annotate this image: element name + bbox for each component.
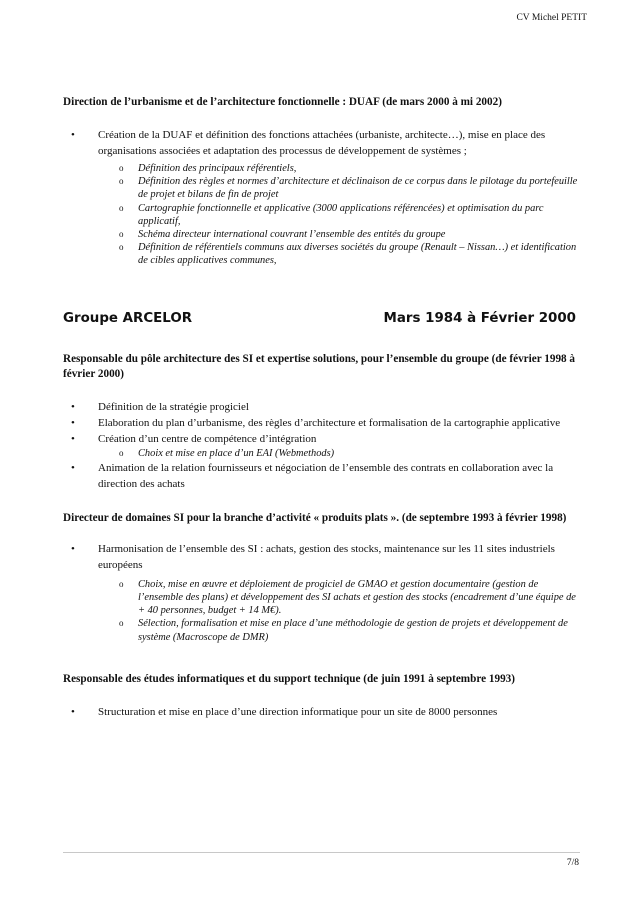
bullet-text: Harmonisation de l’ensemble des SI : achats, gestion des stocks, maintenance sur les 11 sites industriels européens	[98, 542, 555, 571]
bullet-text: Création d’un centre de compétence d’intégration	[98, 432, 317, 445]
footer-divider	[63, 852, 580, 853]
sub-list-item: o Choix et mise en place d’un EAI (Webmethods)	[98, 447, 583, 460]
architecture-bullet-list	[63, 399, 583, 492]
list-item: • Animation de la relation fournisseurs et négociation de l’ensemble des contrats en collaboration avec la direction des achats	[63, 460, 583, 492]
sub-list-item: o Choix, mise en œuvre et déploiement de progiciel de GMAO et gestion documentaire (gestion de l’ensemble des plans) et développement des SI achats et gestion des stocks (encadrement d’une équipe de + 40 personnes, budget + 14 M€).	[98, 578, 583, 618]
sub-list-item: o Définition de référentiels communs aux diverses sociétés du groupe (Renault – Nissan…) et identification de cibles applicatives communes,	[98, 241, 583, 267]
duaf-bullet-list	[63, 127, 583, 268]
bullet-text: Création de la DUAF et définition des fonctions attachées (urbaniste, architecte…), mise en place des organisations associées et adaptation des processus de développement de systèmes ;	[98, 129, 546, 157]
section-heading-produits-plats: Directeur de domaines SI pour la branche d’activité « produits plats ». (de septembre 1993 à février 1998)	[63, 511, 567, 524]
produits-plats-bullet-list	[63, 541, 583, 644]
page-number: 7/8	[566, 858, 579, 868]
sub-list-item: o Schéma directeur international couvrant l’ensemble des entités du groupe	[98, 228, 583, 241]
sub-list	[98, 447, 583, 460]
list-item	[63, 431, 583, 460]
section-heading-etudes: Responsable des études informatiques et du support technique (de juin 1991 à septembre 1993)	[63, 672, 515, 685]
company-row	[63, 310, 583, 328]
sub-list	[98, 578, 583, 644]
company-dates: Mars 1984 à Février 2000	[383, 310, 576, 326]
sub-list-item: o Définition des principaux référentiels,	[98, 162, 583, 175]
company-name: Groupe ARCELOR	[63, 310, 193, 326]
sub-list-item: o Sélection, formalisation et mise en place d’une méthodologie de gestion de projets et développement de système (Macroscope de DMR)	[98, 617, 583, 643]
sub-list-item: o Définition des règles et normes d’architecture et déclinaison de ce corpus dans le pilotage du portefeuille de projet et bilans de fin de projet	[98, 175, 583, 201]
etudes-bullet-list	[63, 704, 583, 720]
cv-content	[63, 95, 583, 720]
sub-list	[98, 162, 583, 268]
list-item: • Elaboration du plan d’urbanisme, des règles d’architecture et formalisation de la cartographie applicative	[63, 415, 583, 431]
section-heading-duaf: Direction de l’urbanisme et de l’architecture fonctionnelle : DUAF (de mars 2000 à mi 2002)	[63, 96, 502, 108]
sub-list-item: o Cartographie fonctionnelle et applicative (3000 applications référencées) et optimisation du parc applicatif,	[98, 202, 583, 228]
section-heading-architecture: Responsable du pôle architecture des SI et expertise solutions, pour l’ensemble du groupe (de février 1998 à février 2000)	[63, 352, 576, 380]
list-item: • Structuration et mise en place d’une direction informatique pour un site de 8000 personnes	[63, 704, 583, 720]
page-header-author: CV Michel PETIT	[516, 13, 587, 23]
list-item	[63, 541, 583, 644]
list-item: • Définition de la stratégie progiciel	[63, 399, 583, 415]
list-item	[63, 127, 583, 268]
